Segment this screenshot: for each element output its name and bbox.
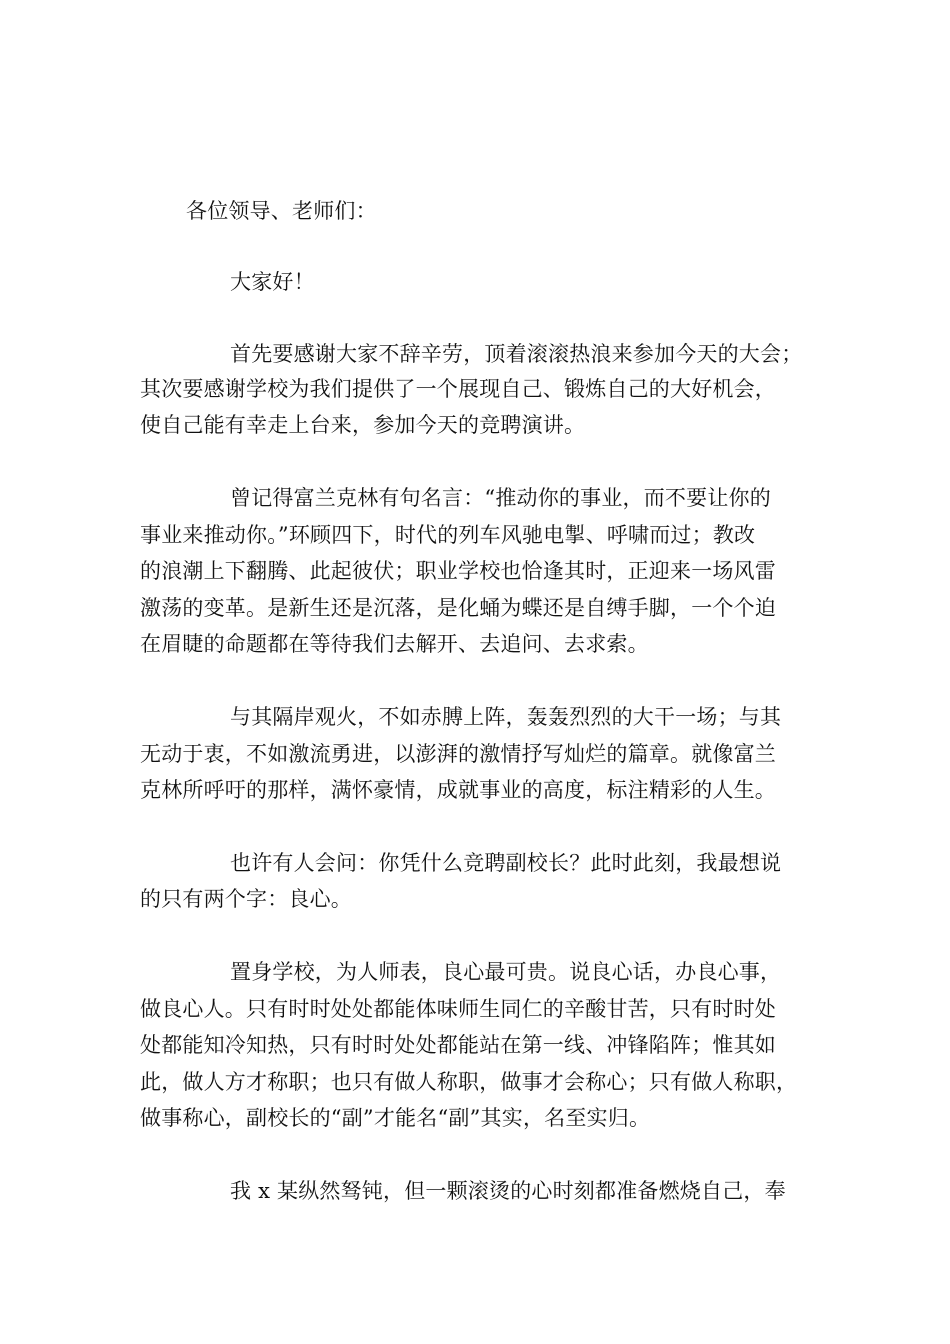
paragraph-5-line-2: 做良心人。只有时时处处都能体味师生同仁的辛酸甘苦，只有时时处 xyxy=(140,997,776,1021)
paragraph-2-line-2: 事业来推动你。”环顾四下，时代的列车风驰电掣、呼啸而过；教改 xyxy=(140,523,756,547)
paragraph-4-line-2: 的只有两个字：良心。 xyxy=(140,887,352,911)
paragraph-1-line-2: 其次要感谢学校为我们提供了一个展现自己、锻炼自己的大好机会， xyxy=(140,377,776,401)
paragraph-3-line-3: 克林所呼吁的那样，满怀豪情，成就事业的高度，标注精彩的人生。 xyxy=(140,778,776,802)
paragraph-1-line-1: 首先要感谢大家不辞辛劳，顶着滚滚热浪来参加今天的大会； xyxy=(230,342,803,366)
paragraph-2-line-4: 激荡的变革。是新生还是沉落，是化蛹为蝶还是自缚手脚，一个个迫 xyxy=(140,596,776,620)
paragraph-2-line-5: 在眉睫的命题都在等待我们去解开、去追问、去求索。 xyxy=(140,632,649,656)
paragraph-5-line-5: 做事称心，副校长的“副”才能名“副”其实，名至实归。 xyxy=(140,1106,651,1130)
paragraph-6-line-1: 我 x 某纵然驽钝，但一颗滚烫的心时刻都准备燃烧自己，奉 xyxy=(230,1179,786,1203)
paragraph-3-line-2: 无动于衷，不如激流勇进，以澎湃的激情抒写灿烂的篇章。就像富兰 xyxy=(140,742,776,766)
paragraph-5-line-3: 处都能知冷知热，只有时时处处都能站在第一线、冲锋陷阵；惟其如 xyxy=(140,1033,776,1057)
paragraph-1-line-3: 使自己能有幸走上台来，参加今天的竞聘演讲。 xyxy=(140,413,586,437)
salutation: 各位领导、老师们： xyxy=(186,199,377,223)
paragraph-4-line-1: 也许有人会问：你凭什么竞聘副校长？此时此刻，我最想说 xyxy=(230,851,782,875)
paragraph-2-line-1: 曾记得富兰克林有句名言：“推动你的事业，而不要让你的 xyxy=(230,486,771,510)
paragraph-5-line-1: 置身学校，为人师表，良心最可贵。说良心话，办良心事， xyxy=(230,960,782,984)
paragraph-5-line-4: 此，做人方才称职；也只有做人称职，做事才会称心；只有做人称职， xyxy=(140,1070,798,1094)
greeting: 大家好！ xyxy=(230,270,315,294)
paragraph-3-line-1: 与其隔岸观火，不如赤膊上阵，轰轰烈烈的大干一场；与其 xyxy=(230,705,782,729)
paragraph-2-line-3: 的浪潮上下翻腾、此起彼伏；职业学校也恰逢其时，正迎来一场风雷 xyxy=(140,559,776,583)
